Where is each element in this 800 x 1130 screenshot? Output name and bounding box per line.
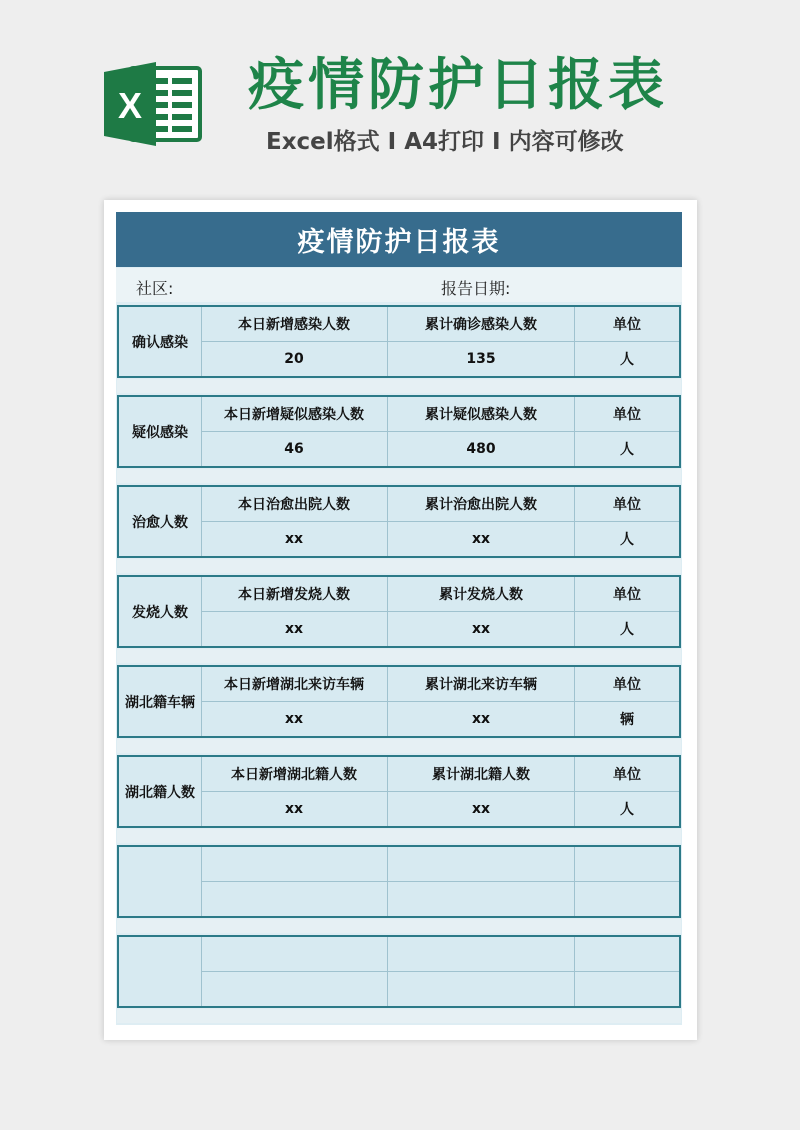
column-header: 累计湖北籍人数 xyxy=(388,757,575,792)
info-bar xyxy=(116,268,682,302)
column-header[interactable] xyxy=(201,847,388,882)
block-gap xyxy=(117,379,681,393)
column-header: 累计发烧人数 xyxy=(388,577,575,612)
row-label: 疑似感染 xyxy=(119,397,202,466)
table-block-empty xyxy=(117,845,681,918)
table-title: 疫情防护日报表 xyxy=(116,212,682,267)
column-header: 累计疑似感染人数 xyxy=(388,397,575,432)
column-header: 累计确诊感染人数 xyxy=(388,307,575,342)
column-header[interactable] xyxy=(201,937,388,972)
column-header: 单位 xyxy=(575,757,679,792)
value-cell[interactable]: 46 xyxy=(201,432,388,466)
table-block-confirmed xyxy=(117,305,681,378)
value-cell[interactable]: xx xyxy=(201,612,388,646)
page-subtitle: Excel格式 I A4打印 I 内容可修改 xyxy=(266,129,624,155)
logo-letter: X xyxy=(117,85,143,126)
unit-cell[interactable] xyxy=(575,882,679,916)
unit-cell[interactable]: 人 xyxy=(620,532,634,548)
report-date-label: 报告日期: xyxy=(441,279,511,298)
column-header: 本日新增感染人数 xyxy=(201,307,388,342)
value-cell[interactable]: xx xyxy=(201,792,388,826)
row-label[interactable] xyxy=(119,937,202,1006)
unit-cell[interactable]: 辆 xyxy=(620,712,634,728)
block-gap xyxy=(117,559,681,573)
unit-cell[interactable]: 人 xyxy=(620,352,634,368)
value-cell[interactable]: 20 xyxy=(201,342,388,376)
block-gap xyxy=(117,469,681,483)
row-label[interactable] xyxy=(119,847,202,916)
block-gap xyxy=(117,1009,681,1023)
column-header: 单位 xyxy=(575,397,679,432)
block-gap xyxy=(117,829,681,843)
value-cell[interactable] xyxy=(201,972,388,1006)
table-block-fever xyxy=(117,575,681,648)
column-header: 本日新增湖北籍人数 xyxy=(201,757,388,792)
column-header[interactable] xyxy=(575,937,679,972)
column-header: 单位 xyxy=(575,487,679,522)
table-block-suspected xyxy=(117,395,681,468)
table-block-hubei-vehicles xyxy=(117,665,681,738)
column-header: 本日新增疑似感染人数 xyxy=(201,397,388,432)
value-cell[interactable]: xx xyxy=(201,702,388,736)
block-gap xyxy=(117,739,681,753)
column-header[interactable] xyxy=(388,937,575,972)
column-header: 本日治愈出院人数 xyxy=(201,487,388,522)
column-header: 本日新增湖北来访车辆 xyxy=(201,667,388,702)
value-cell[interactable] xyxy=(388,972,575,1006)
column-header: 累计湖北来访车辆 xyxy=(388,667,575,702)
excel-icon xyxy=(104,62,204,146)
value-cell[interactable]: xx xyxy=(388,522,575,556)
row-label: 确认感染 xyxy=(119,307,202,376)
value-cell[interactable]: 480 xyxy=(388,432,575,466)
table-block-recovered xyxy=(117,485,681,558)
value-cell[interactable]: xx xyxy=(388,612,575,646)
row-label: 湖北籍车辆 xyxy=(119,667,202,736)
column-header[interactable] xyxy=(575,847,679,882)
value-cell[interactable]: 135 xyxy=(388,342,575,376)
block-gap xyxy=(117,919,681,933)
row-label: 湖北籍人数 xyxy=(119,757,202,826)
unit-cell[interactable]: 人 xyxy=(620,622,634,638)
value-cell[interactable]: xx xyxy=(388,702,575,736)
table-block-hubei-people xyxy=(117,755,681,828)
value-cell[interactable]: xx xyxy=(388,792,575,826)
column-header: 本日新增发烧人数 xyxy=(201,577,388,612)
row-label: 治愈人数 xyxy=(119,487,202,556)
column-header: 累计治愈出院人数 xyxy=(388,487,575,522)
value-cell[interactable] xyxy=(201,882,388,916)
unit-cell[interactable] xyxy=(575,972,679,1006)
column-header[interactable] xyxy=(388,847,575,882)
value-cell[interactable]: xx xyxy=(201,522,388,556)
unit-cell[interactable]: 人 xyxy=(620,442,634,458)
community-label: 社区: xyxy=(136,279,174,298)
table-block-empty xyxy=(117,935,681,1008)
row-label: 发烧人数 xyxy=(119,577,202,646)
column-header: 单位 xyxy=(575,307,679,342)
column-header: 单位 xyxy=(575,667,679,702)
value-cell[interactable] xyxy=(388,882,575,916)
block-gap xyxy=(117,649,681,663)
page-title: 疫情防护日报表 xyxy=(248,53,668,118)
unit-cell[interactable]: 人 xyxy=(620,802,634,818)
column-header: 单位 xyxy=(575,577,679,612)
